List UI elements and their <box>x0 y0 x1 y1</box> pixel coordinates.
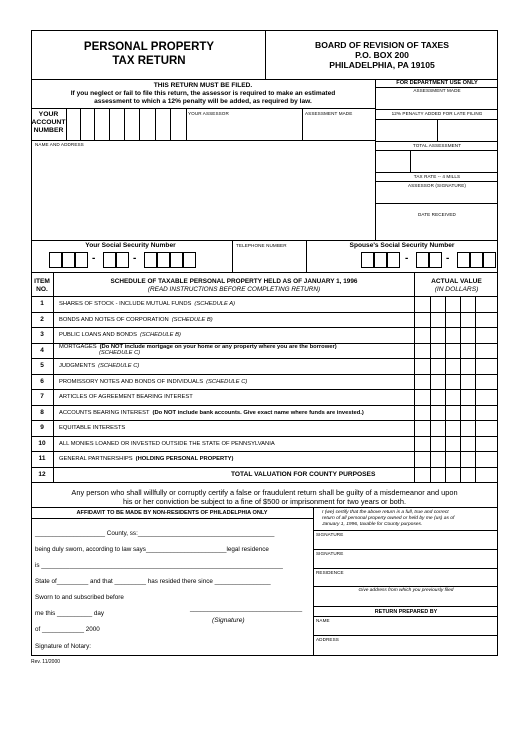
spouse-ssn-digit-box[interactable] <box>470 252 483 268</box>
department-line <box>375 109 498 110</box>
spouse-ssn-digit-box[interactable] <box>483 252 496 268</box>
schedule-item-description <box>231 469 375 481</box>
actual-value-field[interactable] <box>414 328 498 343</box>
schedule-item-description <box>59 422 125 434</box>
actual-value-field[interactable] <box>414 437 498 452</box>
certify-line <box>313 635 498 636</box>
affidavit-state-line[interactable]: State of_________ and that _________ has resided there since ________________ <box>35 578 271 585</box>
schedule-item-number: 4 <box>31 344 54 359</box>
schedule-item-description <box>59 438 275 450</box>
account-box-divider <box>94 108 95 140</box>
notary-signature-label: Signature of Notary: <box>35 643 92 650</box>
account-box-divider <box>139 108 140 140</box>
spouse-ssn-digit-box[interactable] <box>387 252 400 268</box>
schedule-row <box>31 344 498 360</box>
schedule-title: SCHEDULE OF TAXABLE PERSONAL PROPERTY HELD AS OF JANUARY 1, 1996 <box>110 278 358 285</box>
account-assessment-made[interactable]: ASSESSMENT MADE <box>305 111 353 116</box>
item-schedule-note: (SCHEDULE A) <box>194 301 236 307</box>
schedule-item-description <box>59 391 193 403</box>
account-label-line1: YOUR <box>38 111 59 118</box>
affidavit-residence-line[interactable]: is _____________________________________________________________________ <box>35 562 283 569</box>
department-tax-rate: TAX RATE -- 4 MILLS <box>413 174 461 179</box>
schedule-row <box>31 375 498 391</box>
actual-value-field[interactable] <box>414 390 498 405</box>
name-address-label: NAME AND ADDRESS <box>35 142 84 147</box>
department-line <box>375 150 498 151</box>
schedule-item-number: 2 <box>31 313 54 328</box>
schedule-item-number: 12 <box>31 468 54 483</box>
department-subdivider <box>437 119 438 141</box>
affidavit-year-line[interactable]: of ____________ 2000 <box>35 626 100 633</box>
account-box-divider <box>80 108 81 140</box>
item-label: SHARES OF STOCK - INCLUDE MUTUAL FUNDS <box>59 301 192 307</box>
account-top-line <box>31 108 375 109</box>
schedule-subtitle: (READ INSTRUCTIONS BEFORE COMPLETING RETURN) <box>147 286 321 293</box>
schedule-row <box>31 468 498 484</box>
department-penalty-added: 12% PENALTY ADDED FOR LATE FILING <box>391 111 483 116</box>
ssn-digit-box[interactable] <box>49 252 62 268</box>
certify-text-line2: return of all personal property owned or held by me (us) as of <box>322 516 455 521</box>
spouse-ssn-digit-box[interactable] <box>429 252 442 268</box>
prepared-by-heading: RETURN PREPARED BY <box>374 609 438 615</box>
ssn-top-line <box>31 240 498 241</box>
spouse-ssn-digit-box[interactable] <box>416 252 429 268</box>
spouse-ssn-dash: - <box>446 253 450 264</box>
spouse-ssn-dash: - <box>405 253 409 264</box>
ssn-divider <box>306 240 307 272</box>
item-column-line <box>53 272 54 483</box>
schedule-row <box>31 421 498 437</box>
account-box-divider <box>66 108 67 140</box>
certify-text-line3: January 1, 1996, taxable for County purposes. <box>322 522 423 527</box>
schedule-item-description <box>59 329 181 341</box>
previous-address-note: Give address from which you previously filed <box>358 588 454 593</box>
actual-value-field[interactable] <box>414 313 498 328</box>
item-label: PUBLIC LOANS AND BONDS <box>59 332 137 338</box>
account-box-divider <box>170 108 171 140</box>
item-schedule-note: (SCHEDULE C) <box>99 350 141 356</box>
item-col-header-line2: NO. <box>36 286 48 293</box>
ssn-dash: - <box>92 253 96 264</box>
assessment-divider <box>302 108 303 140</box>
actual-value-field[interactable] <box>414 468 498 483</box>
affidavit-heading-line <box>31 518 313 519</box>
must-file-notice: THIS RETURN MUST BE FILED. <box>153 82 253 89</box>
ssn-digit-box[interactable] <box>144 252 157 268</box>
actual-value-field[interactable] <box>414 452 498 467</box>
ssn-digit-box[interactable] <box>183 252 196 268</box>
actual-value-field[interactable] <box>414 297 498 312</box>
department-line <box>375 141 498 142</box>
actual-value-field[interactable] <box>414 359 498 374</box>
item-label: GENERAL PARTNERSHIPS <box>59 456 133 462</box>
schedule-row <box>31 313 498 329</box>
account-label-line3: NUMBER <box>33 127 64 134</box>
ssn-dash: - <box>133 253 137 264</box>
schedule-top-line <box>31 272 498 273</box>
affidavit-sworn-line[interactable]: being duly sworn, according to law says_______________________legal residence <box>35 546 269 553</box>
item-extra-note: (Do NOT include mortgage on your home or any property where you are the borrower) <box>99 343 337 350</box>
actual-value-field[interactable] <box>414 375 498 390</box>
perjury-warning-line2: his or her conviction be subject to a fine of $500 or imprisonment for two years or both. <box>122 497 407 506</box>
spouse-ssn-digit-box[interactable] <box>374 252 387 268</box>
penalty-notice-line2: assessment to which a 12% penalty will be added, as required by law. <box>94 98 312 105</box>
schedule-item-number: 8 <box>31 406 54 421</box>
schedule-row <box>31 297 498 313</box>
department-total-assessment: TOTAL ASSESSMENT <box>412 143 462 148</box>
name-address-field[interactable] <box>33 150 373 238</box>
schedule-item-number: 6 <box>31 375 54 390</box>
certify-line <box>313 616 498 617</box>
affidavit-sworn-subscribed: Sworn to and subscribed before <box>35 594 124 601</box>
item-schedule-note: (SCHEDULE B) <box>139 332 181 338</box>
telephone-field[interactable] <box>234 250 304 270</box>
affidavit-day-line[interactable]: me this __________ day <box>35 610 104 617</box>
item-schedule-note: (SCHEDULE B) <box>171 316 213 323</box>
affidavit-heading: AFFIDAVIT TO BE MADE BY NON-RESIDENTS OF PHILADELPHIA ONLY <box>76 510 268 516</box>
schedule-item-number: 7 <box>31 390 54 405</box>
item-label: ALL MONIES LOANED OR INVESTED OUTSIDE THE STATE OF PENNSYLVANIA <box>59 440 275 447</box>
certify-line <box>313 530 498 531</box>
department-line <box>375 203 498 204</box>
spouse-ssn-label: Spouse's Social Security Number <box>349 242 455 249</box>
schedule-row <box>31 452 498 468</box>
department-assessor-signature: ASSESSOR (SIGNATURE) <box>407 183 467 188</box>
schedule-row <box>31 328 498 344</box>
certify-line <box>313 586 498 587</box>
affidavit-signature-line[interactable]: ________________________________ <box>190 605 303 612</box>
schedule-item-description <box>59 344 337 357</box>
item-extra-note: (HOLDING PERSONAL PROPERTY) <box>135 456 234 462</box>
department-subdivider <box>410 150 411 172</box>
item-label: PROMISSORY NOTES AND BONDS OF INDIVIDUALS <box>59 378 204 385</box>
board-po-box: P.O. BOX 200 <box>355 50 409 60</box>
your-assessor-field[interactable]: YOUR ASSESSOR <box>188 111 229 116</box>
department-assessment-made: ASSESSMENT MADE <box>413 88 461 93</box>
form-title-line2: TAX RETURN <box>112 55 186 67</box>
actual-value-field[interactable] <box>414 344 498 359</box>
signature-field-2[interactable]: SIGNATURE <box>316 551 344 556</box>
ssn-digit-box[interactable] <box>103 252 116 268</box>
certify-text-line1: I (we) certify that the above return is a full, true and correct <box>322 510 449 515</box>
schedule-item-number: 11 <box>31 452 54 467</box>
schedule-row <box>31 390 498 406</box>
affidavit-signature-label: (Signature) <box>212 617 245 624</box>
schedule-item-description <box>59 407 364 419</box>
item-label: JUDGMENTS <box>59 363 96 369</box>
ssn-digit-box[interactable] <box>170 252 183 268</box>
item-schedule-note: (SCHEDULE C) <box>98 363 140 369</box>
ssn-digit-box[interactable] <box>116 252 129 268</box>
spouse-ssn-digit-box[interactable] <box>457 252 470 268</box>
account-box-divider <box>155 108 156 140</box>
item-label: MORTGAGES <box>59 343 97 350</box>
perjury-warning-line1: Any person who shall willfully or corruptly certify a false or fraudulent return shall be guilty of a misdemeanor and upon <box>71 488 458 497</box>
account-bottom-line <box>31 140 375 141</box>
ssn-digit-box[interactable] <box>62 252 75 268</box>
item-extra-note: TOTAL VALUATION FOR COUNTY PURPOSES <box>231 470 376 478</box>
account-label-line2: ACCOUNT <box>31 119 66 126</box>
account-box-divider <box>124 108 125 140</box>
schedule-row <box>31 437 498 453</box>
item-col-header-line1: ITEM <box>34 278 50 285</box>
department-date-received: DATE RECEIVED <box>418 212 456 217</box>
schedule-item-description <box>59 376 247 388</box>
ssn-digit-box[interactable] <box>75 252 88 268</box>
item-schedule-note: (SCHEDULE C) <box>206 378 248 385</box>
penalty-notice-line1: If you neglect or fail to file this return, the assessor is required to make an estimated <box>70 90 336 97</box>
schedule-item-description <box>59 453 233 465</box>
residence-field[interactable]: RESIDENCE <box>316 570 344 575</box>
item-label: ARTICLES OF AGREEMENT BEARING INTEREST <box>59 394 193 400</box>
item-label: ACCOUNTS BEARING INTEREST <box>59 409 150 416</box>
schedule-item-number: 1 <box>31 297 54 312</box>
board-name: BOARD OF REVISION OF TAXES <box>314 40 449 50</box>
item-label: EQUITABLE INTERESTS <box>59 425 126 431</box>
actual-value-field[interactable] <box>414 406 498 421</box>
certify-line <box>313 549 498 550</box>
preparer-name-field[interactable]: NAME <box>316 618 330 623</box>
schedule-item-description <box>59 314 213 326</box>
actual-value-field[interactable] <box>414 421 498 436</box>
value-col-header-line1: ACTUAL VALUE <box>431 278 482 285</box>
board-city: PHILADELPHIA, PA 19105 <box>329 60 435 70</box>
certify-line <box>313 568 498 569</box>
revision-date: Rev. 11/2000 <box>31 659 61 665</box>
department-line <box>375 172 498 173</box>
assessor-divider <box>186 108 187 140</box>
department-line <box>375 181 498 182</box>
ssn-digit-box[interactable] <box>157 252 170 268</box>
form-title-line1: PERSONAL PROPERTY <box>83 41 215 53</box>
certify-line <box>313 606 498 607</box>
ssn-divider <box>232 240 233 272</box>
schedule-item-number: 9 <box>31 421 54 436</box>
schedule-row <box>31 359 498 375</box>
warning-bottom-line <box>31 507 498 508</box>
schedule-row <box>31 406 498 422</box>
department-heading: FOR DEPARTMENT USE ONLY <box>396 80 478 86</box>
signature-field-1[interactable]: SIGNATURE <box>316 532 344 537</box>
your-ssn-label: Your Social Security Number <box>85 242 176 249</box>
schedule-item-description <box>59 360 139 372</box>
value-col-header-line2: (IN DOLLARS) <box>434 286 479 293</box>
schedule-item-description <box>59 298 235 310</box>
preparer-address-field[interactable]: ADDRESS <box>316 637 339 642</box>
affidavit-county-line[interactable]: ____________________ County, ss:_______________________________________ <box>35 530 275 537</box>
item-extra-note: (Do NOT include bank accounts. Give exact name where funds are invested.) <box>152 409 364 416</box>
schedule-item-number: 10 <box>31 437 54 452</box>
schedule-item-number: 3 <box>31 328 54 343</box>
account-box-divider <box>109 108 110 140</box>
item-label: BONDS AND NOTES OF CORPORATION <box>59 316 169 323</box>
telephone-label: TELEPHONE NUMBER <box>236 243 287 248</box>
spouse-ssn-digit-box[interactable] <box>361 252 374 268</box>
schedule-item-number: 5 <box>31 359 54 374</box>
